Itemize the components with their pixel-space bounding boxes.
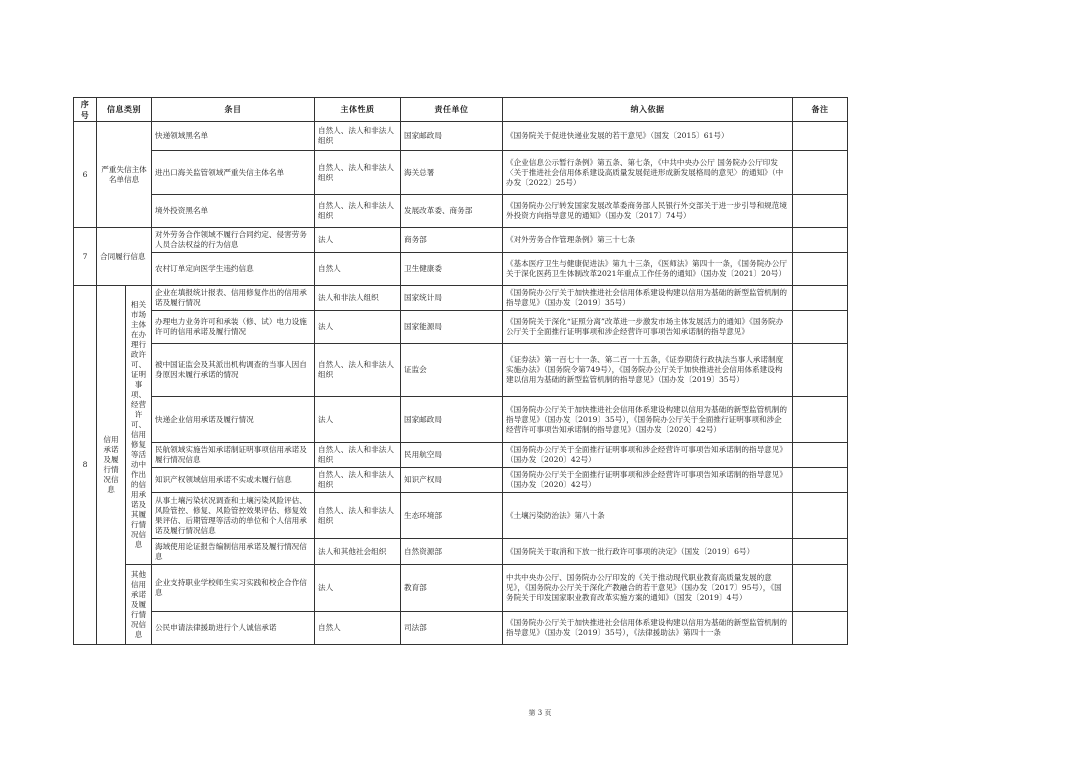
category-cell: 严重失信主体名单信息 [97,122,152,228]
basis-cell: 《基本医疗卫生与健康促进法》第九十三条，《医师法》第四十一条，《国务院办公厅关于深化医药卫生体制改革2021年重点工作任务的通知》（国办发〔2021〕20号） [503,253,793,286]
basis-cell: 《国务院办公厅关于全面推行证明事项和涉企经营许可事项告知承诺制的指导意见》（国办发〔2020〕42号） [503,443,793,468]
note-cell [793,311,848,344]
table-row [74,612,848,645]
catalog-table [73,97,848,645]
nature-cell: 自然人、法人和非法人组织 [315,195,401,228]
item-cell: 公民申请法律援助进行个人诚信承诺 [152,612,315,645]
nature-cell: 自然人 [315,612,401,645]
unit-cell: 卫生健康委 [401,253,503,286]
page-number: 第 3 页 [528,709,552,717]
row-number: 8 [74,286,97,645]
nature-cell: 自然人、法人和非法人组织 [315,443,401,468]
item-cell: 企业在填报统计报表、信用修复作出的信用承诺及履行情况 [152,286,315,311]
nature-cell: 法人和非法人组织 [315,286,401,311]
unit-cell: 国家统计局 [401,286,503,311]
table-row [74,311,848,344]
header-note: 备注 [793,98,848,122]
item-cell: 对外劳务合作领域不履行合同约定、侵害劳务人员合法权益的行为信息 [152,228,315,253]
row-number: 6 [74,122,97,228]
table-row [74,443,848,468]
note-cell [793,612,848,645]
basis-cell: 《对外劳务合作管理条例》第三十七条 [503,228,793,253]
note-cell [793,286,848,311]
category-cell: 合同履行信息 [97,228,152,286]
nature-cell: 法人 [315,228,401,253]
nature-cell: 自然人、法人和非法人组织 [315,344,401,397]
table-row [74,539,848,565]
table-row [74,253,848,286]
unit-cell: 发展改革委、商务部 [401,195,503,228]
header-category: 信息类别 [97,98,152,122]
note-cell [793,493,848,539]
item-cell: 被中国证监会及其派出机构调查的当事人因自身原因未履行承诺的情况 [152,344,315,397]
nature-cell: 自然人、法人和非法人组织 [315,122,401,151]
nature-cell: 自然人 [315,253,401,286]
table-row [74,468,848,493]
basis-cell: 《证券法》第一百七十一条、第二百一十五条，《证券期货行政执法当事人承诺制度实施办法》（国务院令第749号），《国务院办公厅关于加快推进社会信用体系建设构建以信用为基础的新型监管机制的指导意见》（国办发〔2019〕35号） [503,344,793,397]
basis-cell: 《国务院办公厅关于加快推进社会信用体系建设构建以信用为基础的新型监管机制的指导意见》（国办发〔2019〕35号），《法律援助法》第四十一条 [503,612,793,645]
item-cell: 办理电力业务许可和承装（修、试）电力设施许可的信用承诺及履行情况 [152,311,315,344]
item-cell: 海域使用论证报告编制信用承诺及履行情况信息 [152,539,315,565]
basis-cell: 《国务院办公厅关于全面推行证明事项和涉企经营许可事项告知承诺制的指导意见》（国办发〔2020〕42号） [503,468,793,493]
unit-cell: 商务部 [401,228,503,253]
note-cell [793,443,848,468]
nature-cell: 自然人、法人和非法人组织 [315,151,401,195]
note-cell [793,195,848,228]
table-row [74,151,848,195]
unit-cell: 民用航空局 [401,443,503,468]
table-header-row [74,98,848,122]
table-row [74,286,848,311]
note-cell [793,228,848,253]
note-cell [793,151,848,195]
basis-cell: 《国务院关于深化“证照分离”改革进一步激发市场主体发展活力的通知》《国务院办公厅关于全面推行证明事项和涉企经营许可事项告知承诺制的指导意见》 [503,311,793,344]
table-row [74,565,848,612]
basis-cell: 《国务院关于促进快递业发展的若干意见》（国发〔2015〕61号） [503,122,793,151]
unit-cell: 国家邮政局 [401,122,503,151]
unit-cell: 司法部 [401,612,503,645]
nature-cell: 自然人、法人和非法人组织 [315,468,401,493]
item-cell: 进出口海关监管领域严重失信主体名单 [152,151,315,195]
row-number: 7 [74,228,97,286]
unit-cell: 国家能源局 [401,311,503,344]
basis-cell: 《国务院办公厅转发国家发展改革委商务部人民银行外交部关于进一步引导和规范境外投资方向指导意见的通知》（国办发〔2017〕74号） [503,195,793,228]
basis-cell: 《土壤污染防治法》第八十条 [503,493,793,539]
note-cell [793,565,848,612]
nature-cell: 法人 [315,397,401,443]
item-cell: 境外投资黑名单 [152,195,315,228]
note-cell [793,468,848,493]
header-basis: 纳入依据 [503,98,793,122]
table-row [74,122,848,151]
note-cell [793,253,848,286]
header-no: 序号 [74,98,97,122]
note-cell [793,539,848,565]
unit-cell: 生态环境部 [401,493,503,539]
unit-cell: 国家邮政局 [401,397,503,443]
note-cell [793,122,848,151]
unit-cell: 海关总署 [401,151,503,195]
header-item: 条目 [152,98,315,122]
item-cell: 从事土壤污染状况调查和土壤污染风险评估、风险管控、修复、风险管控效果评估、修复效果评估、后期管理等活动的单位和个人信用承诺及履行情况信息 [152,493,315,539]
item-cell: 快递企业信用承诺及履行情况 [152,397,315,443]
table-row [74,195,848,228]
header-nature: 主体性质 [315,98,401,122]
item-cell: 企业支持职业学校师生实习实践和校企合作信息 [152,565,315,612]
unit-cell: 教育部 [401,565,503,612]
basis-cell: 《国务院关于取消和下放一批行政许可事项的决定》（国发〔2019〕6号） [503,539,793,565]
basis-cell: 《企业信息公示暂行条例》第五条、第七条，《中共中央办公厅 国务院办公厅印发〈关于推进社会信用体系建设高质量发展促进形成新发展格局的意见〉的通知》（中办发〔2022〕25号） [503,151,793,195]
item-cell: 快递领域黑名单 [152,122,315,151]
item-cell: 农村订单定向医学生违约信息 [152,253,315,286]
basis-cell: 《国务院办公厅关于加快推进社会信用体系建设构建以信用为基础的新型监管机制的指导意见》（国办发〔2019〕35号），《国务院办公厅关于全面推行证明事项和涉企经营许可事项告知承诺制的指导意见》（国办发〔2020〕42号） [503,397,793,443]
unit-cell: 证监会 [401,344,503,397]
category-cell: 信用承诺及履行情况信息 [97,286,126,645]
table-row [74,228,848,253]
note-cell [793,397,848,443]
table-row [74,493,848,539]
table-row [74,397,848,443]
unit-cell: 自然资源部 [401,539,503,565]
nature-cell: 法人和其他社会组织 [315,539,401,565]
nature-cell: 法人 [315,311,401,344]
unit-cell: 知识产权局 [401,468,503,493]
subcategory-cell: 其他信用承诺及履行情况信息 [126,565,152,645]
basis-cell: 中共中央办公厅、国务院办公厅印发的《关于推动现代职业教育高质量发展的意见》，《国务院办公厅关于深化产教融合的若干意见》（国办发〔2017〕95号），《国务院关于印发国家职业教育改革实施方案的通知》（国发〔2019〕4号） [503,565,793,612]
item-cell: 知识产权领域信用承诺不实或未履行信息 [152,468,315,493]
note-cell [793,344,848,397]
item-cell: 民航领域实施告知承诺制证明事项信用承诺及履行情况信息 [152,443,315,468]
nature-cell: 自然人、法人和非法人组织 [315,493,401,539]
header-unit: 责任单位 [401,98,503,122]
nature-cell: 法人 [315,565,401,612]
subcategory-cell: 相关市场主体在办理行政许可、证明事项、经营许可、信用修复等活动中作出的信用承诺及其履行情况信息 [126,286,152,565]
basis-cell: 《国务院办公厅关于加快推进社会信用体系建设构建以信用为基础的新型监管机制的指导意见》（国办发〔2019〕35号） [503,286,793,311]
table-row [74,344,848,397]
